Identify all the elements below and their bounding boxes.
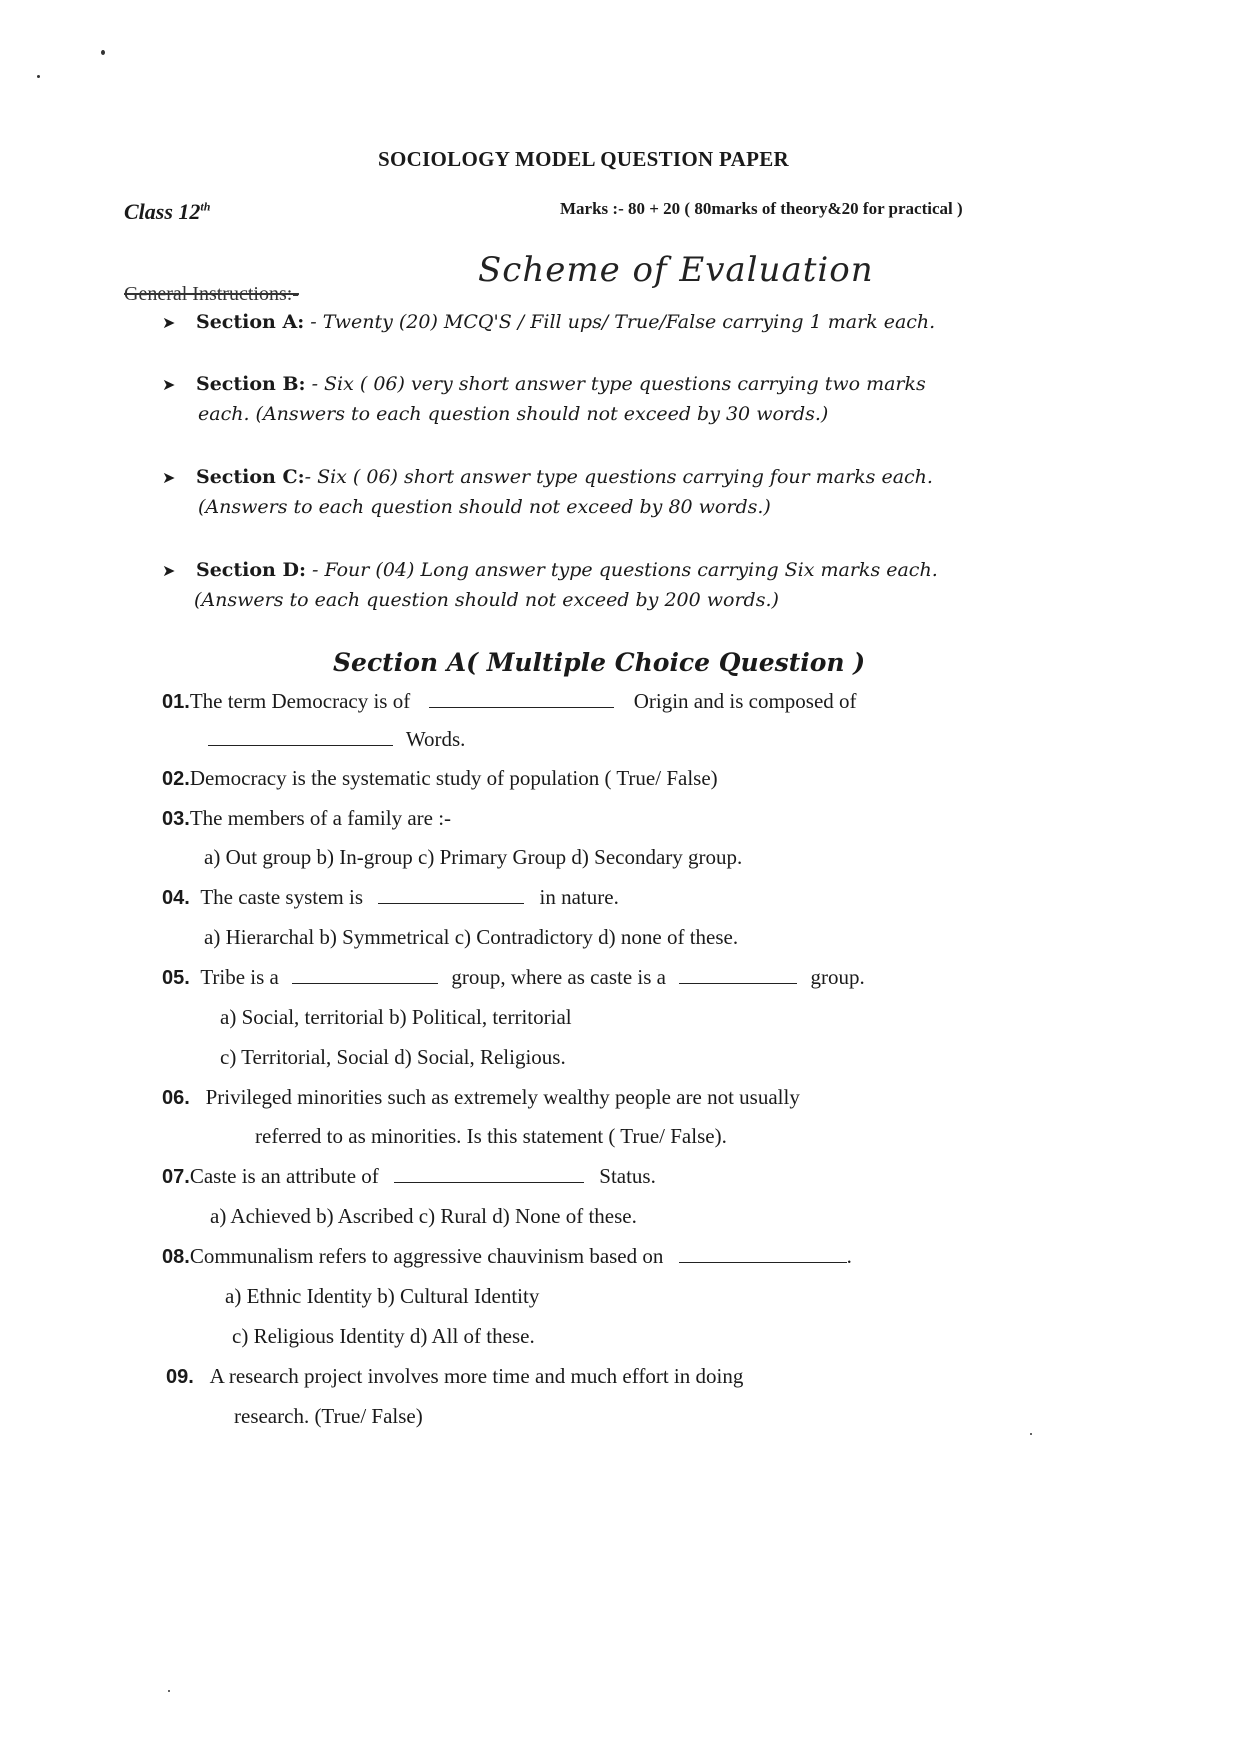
question-number: 08. xyxy=(162,1246,190,1268)
question-7 xyxy=(162,1164,656,1189)
handwritten-note: Scheme of Evaluation xyxy=(478,250,874,290)
question-9 xyxy=(166,1364,743,1389)
scan-speck xyxy=(1030,1433,1032,1435)
instruction-text: - Six ( 06) very short answer type questions carrying two marks xyxy=(305,373,926,395)
question-text: The members of a family are :- xyxy=(189,806,452,830)
question-8-options-2: c) Religious Identity d) All of these. xyxy=(232,1324,535,1348)
instruction-label: Section C: xyxy=(196,466,305,488)
question-number: 05. xyxy=(162,967,190,989)
question-1-continuation xyxy=(208,727,465,752)
question-9-continuation: research. (True/ False) xyxy=(234,1404,423,1428)
question-5-options-2: c) Territorial, Social d) Social, Religious. xyxy=(220,1045,566,1069)
question-number: 07. xyxy=(162,1166,190,1188)
question-text: Communalism refers to aggressive chauvinism based on xyxy=(189,1244,664,1268)
question-7-options: a) Achieved b) Ascribed c) Rural d) None of these. xyxy=(210,1204,637,1228)
page-title: SOCIOLOGY MODEL QUESTION PAPER xyxy=(378,147,789,171)
question-text: . xyxy=(846,1244,852,1268)
scan-speck xyxy=(37,75,40,78)
instruction-text: - Four (04) Long answer type questions carrying Six marks each. xyxy=(305,559,938,581)
question-number: 04. xyxy=(162,887,190,909)
instruction-continuation: (Answers to each question should not exceed by 200 words.) xyxy=(194,589,779,611)
instruction-text: - Twenty (20) MCQ'S / Fill ups/ True/False carrying 1 mark each. xyxy=(304,311,936,333)
instruction-continuation: (Answers to each question should not exceed by 80 words.) xyxy=(198,496,771,518)
question-5-options-1: a) Social, territorial b) Political, territorial xyxy=(220,1005,572,1029)
instruction-continuation: each. (Answers to each question should not exceed by 30 words.) xyxy=(198,403,829,425)
instruction-section-c xyxy=(162,466,933,488)
question-text: Words. xyxy=(405,727,466,751)
instruction-label: Section A: xyxy=(196,311,305,333)
question-text: group, where as caste is a xyxy=(451,965,666,989)
question-text: Tribe is a xyxy=(200,965,279,989)
question-text: group. xyxy=(810,965,865,989)
answer-blank xyxy=(208,744,393,746)
question-8-options-1: a) Ethnic Identity b) Cultural Identity xyxy=(225,1284,540,1308)
answer-blank xyxy=(394,1181,584,1183)
section-heading: Section A( Multiple Choice Question ) xyxy=(333,648,866,677)
marks-line xyxy=(560,199,963,219)
instruction-section-b xyxy=(162,373,926,395)
question-number: 03. xyxy=(162,808,190,830)
arrow-bullet-icon: ➤ xyxy=(162,313,176,332)
struck-heading: General Instructions:- xyxy=(124,283,299,305)
question-1 xyxy=(162,689,857,714)
question-text: A research project involves more time and much effort in doing xyxy=(209,1364,744,1388)
question-number: 02. xyxy=(162,768,190,790)
question-text: Democracy is the systematic study of population ( True/ False) xyxy=(189,766,718,790)
question-text: Privileged minorities such as extremely wealthy people are not usually xyxy=(205,1085,800,1109)
question-text: Status. xyxy=(599,1164,656,1188)
answer-blank xyxy=(679,1261,847,1263)
instruction-label: Section D: xyxy=(196,559,306,581)
question-5 xyxy=(162,965,865,990)
answer-blank xyxy=(429,706,614,708)
question-text: in nature. xyxy=(539,885,619,909)
class-label xyxy=(124,199,210,225)
marks-end: 20 for practical ) xyxy=(841,199,963,218)
scan-speck xyxy=(168,1690,170,1692)
answer-blank xyxy=(679,982,797,984)
class-label-text: Class 12 xyxy=(124,199,201,224)
question-number: 01. xyxy=(162,691,190,713)
instruction-section-a xyxy=(162,311,935,333)
arrow-bullet-icon: ➤ xyxy=(162,468,176,487)
question-text: Origin and is composed of xyxy=(633,689,857,713)
question-2 xyxy=(162,766,718,791)
question-3 xyxy=(162,806,451,831)
question-3-options: a) Out group b) In-group c) Primary Group d) Secondary group. xyxy=(204,845,743,869)
question-text: Caste is an attribute of xyxy=(189,1164,379,1188)
marks-ampersand: & xyxy=(827,199,842,218)
instruction-text: - Six ( 06) short answer type questions carrying four marks each. xyxy=(304,466,933,488)
question-text: The caste system is xyxy=(200,885,364,909)
answer-blank xyxy=(292,982,438,984)
arrow-bullet-icon: ➤ xyxy=(162,375,176,394)
marks-text: Marks :- 80 + 20 ( 80marks of theory xyxy=(560,199,828,218)
instruction-label: Section B: xyxy=(196,373,306,395)
question-8 xyxy=(162,1244,852,1269)
answer-blank xyxy=(378,902,524,904)
scan-speck xyxy=(101,50,105,55)
question-number: 09. xyxy=(166,1366,194,1388)
question-6-continuation: referred to as minorities. Is this statement ( True/ False). xyxy=(255,1124,727,1148)
question-number: 06. xyxy=(162,1087,190,1109)
question-4-options: a) Hierarchal b) Symmetrical c) Contradictory d) none of these. xyxy=(204,925,739,949)
arrow-bullet-icon: ➤ xyxy=(162,561,176,580)
instruction-section-d xyxy=(162,559,938,581)
question-4 xyxy=(162,885,619,910)
class-label-sup: th xyxy=(200,199,211,214)
question-text: The term Democracy is of xyxy=(189,689,411,713)
question-6 xyxy=(162,1085,800,1110)
